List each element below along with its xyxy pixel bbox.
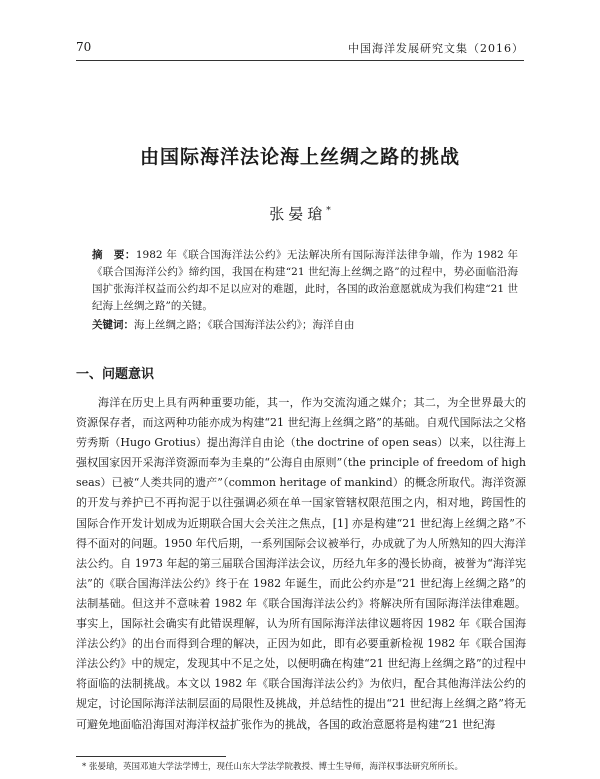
keywords-text: 海上丝绸之路；《联合国海洋法公约》；海洋自由	[134, 319, 355, 331]
page-number: 70	[76, 40, 92, 54]
author-name: 张晏瑲	[269, 205, 327, 223]
footnote: * 张晏瑲，英国邓迪大学法学博士，现任山东大学法学院教授、博士生导师，海洋权事法研究所所长。	[82, 762, 463, 772]
running-header	[76, 40, 524, 58]
abstract-block	[92, 247, 518, 334]
keywords-paragraph	[92, 317, 518, 334]
footnote-rule	[76, 756, 226, 757]
author-line	[0, 203, 600, 224]
header-rule	[76, 60, 524, 61]
section-heading: 一、问题意识	[76, 367, 155, 382]
body-paragraph: 海洋在历史上具有两种重要功能，其一，作为交流沟通之媒介；其二，为全世界最大的资源保存者，而这两种功能亦成为构建“21 世纪海上丝绸之路”的基础。自观代国际法之父格劳秀斯（Hugo Grotius）提出海洋自由论（the doctrine of open seas）以来，以往海上强权国家因开采海洋资源而奉为圭臬的“公海自由原则”（the principle of freedom of high seas）已被“人类共同的遗产”（common heritage of mankind）的概念所取代。海洋资源的开发与养护已不再拘泥于以往强调必须在单一国家管辖权限范围之内，相对地，跨国性的国际合作开发计划成为近期联合国大会关注之焦点，[1] 亦是构建“21 世纪海上丝绸之路”不得不面对的问题。1950 年代后期，一系列国际会议被举行，办成就了为人所熟知的四大海洋法公约。自 1973 年起的第三届联合国海洋法会议，历经九年多的漫长协商，被誉为“海洋宪法”的《联合国海洋法公约》终于在 1982 年诞生，而此公约亦是“21 世纪海上丝绸之路”的法制基础。但这并不意味着 1982 年《联合国海洋法公约》将解决所有国际海洋法律难题。事实上，国际社会确实有此错误理解，认为所有国际海洋法律议题将因 1982 年《联合国海洋法公约》的出台而得到合理的解决，正因为如此，即有必要重新检视 1982 年《联合国海洋法公约》中的规定，发现其中不足之处，以便明确在构建“21 世纪海上丝绸之路”的过程中将面临的法制挑战。本文以 1982 年《联合国海洋法公约》为依归，配合其他海洋法公约的规定，讨论国际海洋法制层面的局限性及挑战，并总结性的提出“21 世纪海上丝绸之路”将无可避免地面临沿海国对海洋权益扩张作为的挑战，各国的政治意愿将是构建“21 世纪海	[76, 396, 526, 731]
article-title: 由国际海洋法论海上丝绸之路的挑战	[139, 146, 460, 168]
abstract-text: 1982 年《联合国海洋法公约》无法解决所有国际海洋法律争端，作为 1982 年《联合国海洋公约》缔约国，我国在构建“21 世纪海上丝绸之路”的过程中，势必面临沿海国扩张海洋权益而公约却不足以应对的难题，此时，各国的政治意愿就成为我们构建“21 世纪海上丝绸之路”的关键。	[92, 249, 518, 312]
abstract-paragraph	[92, 247, 518, 315]
body-text	[76, 393, 526, 735]
author-footnote-mark: *	[326, 206, 331, 216]
keywords-label: 关键词：	[92, 319, 134, 331]
abstract-label: 摘 要：	[92, 249, 136, 261]
journal-title: 中国海洋发展研究文集（2016）	[348, 42, 524, 55]
